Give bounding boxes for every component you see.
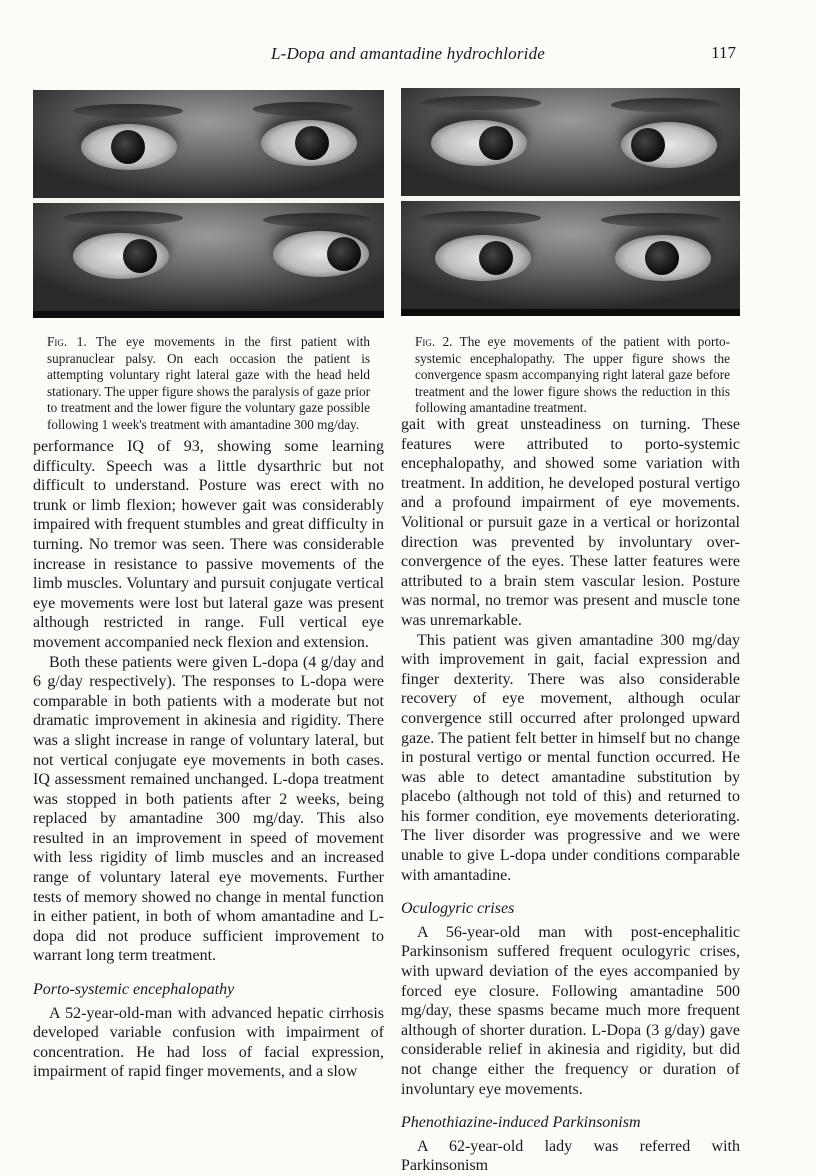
figure-2-label: Fig. 2. (415, 334, 453, 349)
left-column (33, 437, 384, 1082)
page-number: 117 (711, 43, 736, 62)
figure-1-lower-image (33, 203, 384, 311)
right-paragraph-1: gait with great unsteadiness on turning. These features were attributed to porto-systemic encephalopathy, and showed some variation with treatment. In addition, he developed postural vertigo and a profound impairment of eye movements. Volitional or pursuit gaze in a vertical or horizontal direction was prevented by involuntary over-convergence of the eyes. These latter features were attributed to a brain stem vascular lesion. Posture was normal, no tremor was present and muscle tone was unremarkable. (401, 416, 740, 629)
figure-2-caption (415, 334, 730, 417)
figure-1-upper-image (33, 90, 384, 198)
right-paragraph-3: A 56-year-old man with post-encephalitic Parkinsonism suffered frequent oculogyric crises, with upward deviation of the eyes accompanied by forced eye closure. Following amantadine 500 mg/day, these spasms became much more frequent although of shorter duration. L-Dopa (3 g/day) gave considerable relief in akinesia and rigidity, but did not change either the frequency or duration of involuntary eye movements. (401, 923, 740, 1098)
right-column (401, 415, 740, 1176)
header-title: L-Dopa and amantadine hydrochloride (270, 44, 546, 63)
figure-2-lower-image (401, 201, 740, 309)
section-heading-phenothiazine: Phenothiazine-induced Parkinsonism (401, 1114, 641, 1132)
figure-2-photo (401, 88, 740, 316)
figure-1-caption (47, 334, 370, 433)
section-heading-oculogyric: Oculogyric crises (401, 900, 515, 918)
right-paragraph-4: A 62-year-old lady was referred with Parkinsonism (401, 1137, 740, 1175)
right-paragraph-2: This patient was given amantadine 300 mg/day with improvement in gait, facial expression and finger dexterity. There was also considerable recovery of eye movement, although ocular convergence still occurred after prolonged upward gaze. The patient felt better in himself but no change in postural vertigo or mental function occurred. He was able to detect amantadine substitution by placebo (although not told of this) and returned to his former condition, eye movements deteriorating. The liver disorder was progressive and we were unable to give L-dopa under conditions comparable with amantadine. (401, 631, 740, 884)
figure-1-photo (33, 90, 384, 318)
left-paragraph-3: A 52-year-old-man with advanced hepatic cirrhosis developed variable confusion with impairment of concentration. He had loss of facial expression, impairment of rapid finger movements, and a slow (33, 1004, 384, 1081)
left-paragraph-1: performance IQ of 93, showing some learning difficulty. Speech was a little dysarthric but not difficult to understand. Posture was erect with no trunk or limb flexion; however gait was considerably impaired with frequent stumbles and great difficulty in turning. No tremor was seen. There was considerable increase in resistance to passive movements of the limb muscles. Voluntary and pursuit conjugate vertical eye movements were lost but lateral gaze was present although restricted in range. Full vertical eye movement accompanied neck flexion and extension. (33, 438, 384, 651)
figure-2-upper-image (401, 88, 740, 196)
figure-1-label: Fig. 1. (47, 334, 87, 349)
figure-1-caption-text: The eye movements in the first patient with supranuclear palsy. On each occasion the patient is attempting voluntary right lateral gaze with the head held stationary. The upper figure shows the paralysis of gaze prior to treatment and the lower figure the voluntary gaze possible following 1 week's treatment with amantadine 300 mg/day. (47, 334, 370, 432)
figure-2-caption-text: The eye movements of the patient with porto-systemic encephalopathy. The upper figure shows the convergence spasm accompanying right lateral gaze before treatment and the lower figure shows the reduction in this following amantadine treatment. (415, 334, 730, 415)
section-heading-porto-systemic: Porto-systemic encephalopathy (33, 981, 235, 999)
left-paragraph-2: Both these patients were given L-dopa (4 g/day and 6 g/day respectively). The responses to L-dopa were comparable in both patients with a moderate but not dramatic improvement in akinesia and rigidity. There was a slight increase in range of voluntary lateral, but not vertical conjugate eye movements in both cases. IQ assessment remained unchanged. L-dopa treatment was stopped in both patients after 2 weeks, being replaced by amantadine 300 mg/day. This also resulted in an improvement in speed of movement with less rigidity of limb muscles and an increased range of voluntary lateral eye movements. Further tests of memory showed no change in mental function in either patient, in both of whom amantadine and L-dopa did not produce sufficient improvement to warrant long term treatment. (33, 653, 384, 965)
